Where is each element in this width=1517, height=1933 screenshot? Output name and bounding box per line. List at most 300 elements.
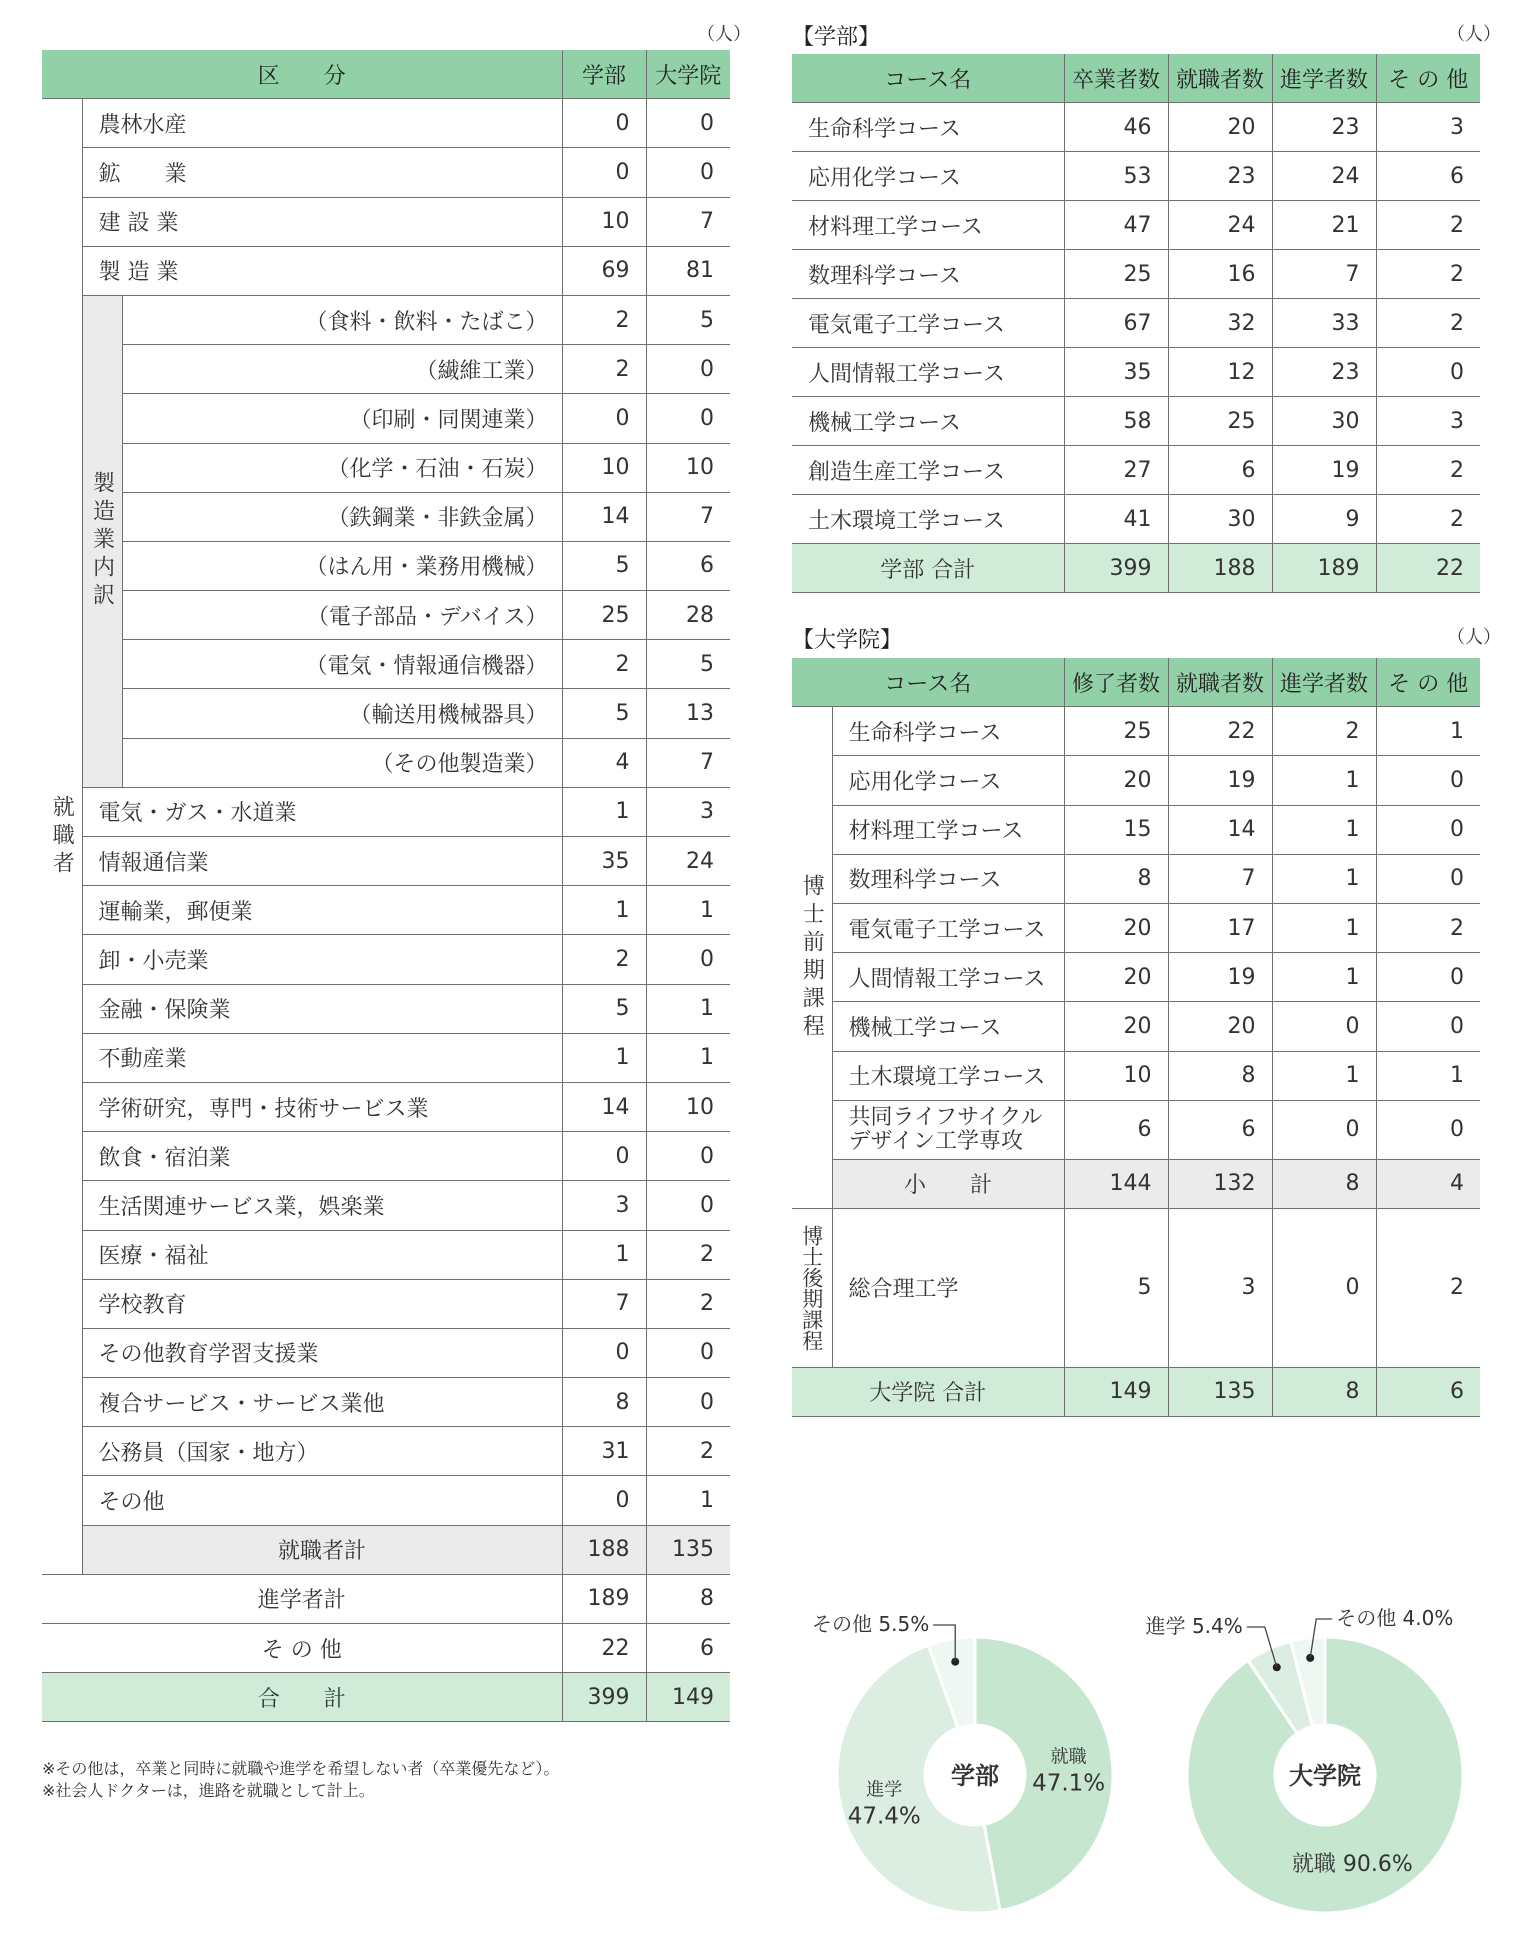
total-row [792, 1367, 1480, 1416]
value-cell: 20 [1064, 1002, 1168, 1051]
table-row [792, 756, 1480, 805]
master-course-label: 博士前期課程 [792, 707, 832, 1209]
gakubu-value: 1 [562, 787, 646, 836]
course-name: 人間情報工学コース [792, 348, 1064, 397]
daigakuin-value: 1 [646, 886, 730, 935]
value-cell: 1 [1272, 953, 1376, 1002]
table-row [42, 99, 730, 148]
value-cell: 132 [1168, 1159, 1272, 1208]
table-row [42, 197, 730, 246]
value-cell: 399 [1064, 544, 1168, 593]
table-row [792, 1208, 1480, 1367]
daigakuin-course-table [792, 658, 1480, 1417]
value-cell: 33 [1272, 299, 1376, 348]
value-cell: 10 [1064, 1051, 1168, 1100]
header-cell: そ の 他 [1376, 54, 1480, 103]
table-header-row [42, 50, 730, 99]
value-cell: 5 [1064, 1208, 1168, 1367]
value-cell: 22 [1376, 544, 1480, 593]
industry-label: （繊維工業） [122, 345, 562, 394]
gakubu-unit-label: （人） [1447, 24, 1501, 45]
table-row [42, 345, 730, 394]
daigakuin-value: 0 [646, 99, 730, 148]
table-row [42, 1427, 730, 1476]
daigakuin-value: 2 [646, 1230, 730, 1279]
value-cell: 53 [1064, 152, 1168, 201]
daigakuin-value: 3 [646, 787, 730, 836]
daigakuin-value: 0 [646, 1181, 730, 1230]
value-cell: 32 [1168, 299, 1272, 348]
value-cell: 30 [1168, 495, 1272, 544]
industry-label: 不動産業 [82, 1033, 562, 1082]
header-cell: 卒業者数 [1064, 54, 1168, 103]
value-cell: 16 [1168, 250, 1272, 299]
note-line: ※その他は，卒業と同時に就職や進学を希望しない者（卒業優先など）。 [42, 1759, 560, 1778]
daigakuin-value: 0 [646, 1328, 730, 1377]
total-label: 学部 合計 [792, 544, 1064, 593]
industry-label: 学術研究，専門・技術サービス業 [82, 1082, 562, 1131]
value-cell: 24 [1168, 201, 1272, 250]
industry-label: 卸・小売業 [82, 935, 562, 984]
header-cell: コース名 [792, 54, 1064, 103]
industry-label: 公務員（国家・地方） [82, 1427, 562, 1476]
industry-label: 情報通信業 [82, 837, 562, 886]
value-cell: 0 [1272, 1208, 1376, 1367]
value-cell: 2 [1376, 903, 1480, 952]
daigakuin-value: 5 [646, 295, 730, 344]
industry-label: 鉱 業 [82, 148, 562, 197]
table-row [42, 738, 730, 787]
value-cell: 2 [1376, 495, 1480, 544]
gakubu-value: 399 [562, 1673, 646, 1722]
value-cell: 0 [1376, 854, 1480, 903]
gakubu-value: 22 [562, 1624, 646, 1673]
industry-label: （はん用・業務用機械） [122, 541, 562, 590]
employed-total-row [42, 1525, 730, 1574]
daigakuin-value: 135 [646, 1525, 730, 1574]
value-cell: 0 [1376, 1002, 1480, 1051]
value-cell: 6 [1376, 152, 1480, 201]
slice-callout-label: その他 5.5% [812, 1612, 930, 1636]
employed-group-label: 就職者 [42, 99, 82, 1575]
gakubu-value: 2 [562, 345, 646, 394]
value-cell: 0 [1376, 805, 1480, 854]
value-cell: 1 [1272, 854, 1376, 903]
industry-label: 金融・保険業 [82, 984, 562, 1033]
daigakuin-value: 7 [646, 197, 730, 246]
industry-label: その他 [82, 1476, 562, 1525]
industry-label: 建 設 業 [82, 197, 562, 246]
gakubu-value: 31 [562, 1427, 646, 1476]
other-total-row [42, 1624, 730, 1673]
daigakuin-value: 7 [646, 492, 730, 541]
table-row [792, 201, 1480, 250]
course-name: 創造生産工学コース [792, 446, 1064, 495]
value-cell: 20 [1064, 903, 1168, 952]
gakubu-value: 7 [562, 1279, 646, 1328]
table-row [792, 348, 1480, 397]
value-cell: 0 [1376, 953, 1480, 1002]
value-cell: 1 [1376, 707, 1480, 756]
course-name [832, 1100, 1064, 1159]
gakubu-value: 5 [562, 689, 646, 738]
value-cell: 7 [1272, 250, 1376, 299]
table-row [792, 103, 1480, 152]
value-cell: 25 [1064, 250, 1168, 299]
subtotal-row [792, 1159, 1480, 1208]
table-row [792, 953, 1480, 1002]
value-cell: 6 [1064, 1100, 1168, 1159]
industry-label: （輸送用機械器具） [122, 689, 562, 738]
table-row [42, 148, 730, 197]
daigakuin-value: 8 [646, 1574, 730, 1623]
gakubu-value: 14 [562, 492, 646, 541]
daigakuin-value: 1 [646, 984, 730, 1033]
gakubu-value: 2 [562, 935, 646, 984]
daigakuin-value: 28 [646, 591, 730, 640]
gakubu-value: 5 [562, 984, 646, 1033]
gakubu-value: 1 [562, 1033, 646, 1082]
course-name: 数理科学コース [832, 854, 1064, 903]
value-cell: 2 [1376, 1208, 1480, 1367]
table-row [792, 1051, 1480, 1100]
course-name: 応用化学コース [832, 756, 1064, 805]
table-row [792, 1002, 1480, 1051]
table-row [42, 394, 730, 443]
value-cell: 0 [1376, 756, 1480, 805]
slice-label: 進学 [866, 1779, 903, 1801]
daigakuin-value: 0 [646, 148, 730, 197]
value-cell: 0 [1272, 1002, 1376, 1051]
header-cell: 就職者数 [1168, 658, 1272, 707]
table-row [792, 299, 1480, 348]
gakubu-value: 8 [562, 1378, 646, 1427]
left-notes [42, 1758, 559, 1802]
table-row [792, 250, 1480, 299]
daigakuin-value: 10 [646, 443, 730, 492]
table-row [42, 492, 730, 541]
value-cell: 58 [1064, 397, 1168, 446]
daigakuin-value: 0 [646, 345, 730, 394]
gakubu-value: 25 [562, 591, 646, 640]
table-row [792, 854, 1480, 903]
course-name: 機械工学コース [792, 397, 1064, 446]
value-cell: 20 [1168, 103, 1272, 152]
value-cell: 188 [1168, 544, 1272, 593]
table-row [42, 1279, 730, 1328]
value-cell: 1 [1272, 756, 1376, 805]
industry-label: （化学・石油・石炭） [122, 443, 562, 492]
value-cell: 0 [1376, 348, 1480, 397]
gakubu-title: 【学部】 [792, 25, 881, 50]
value-cell: 3 [1376, 397, 1480, 446]
table-row [792, 495, 1480, 544]
daigakuin-value: 1 [646, 1476, 730, 1525]
header-cell: 進学者数 [1272, 54, 1376, 103]
course-name-line: デザイン工学専攻 [848, 1128, 1023, 1154]
gakubu-value: 0 [562, 148, 646, 197]
table-header-row [792, 54, 1480, 103]
course-name: 電気電子工学コース [792, 299, 1064, 348]
slice-callout-label: その他 4.0% [1336, 1606, 1454, 1630]
slice-label: 就職 [1050, 1746, 1087, 1768]
header-daigakuin: 大学院 [646, 50, 730, 99]
industry-label: （電気・情報通信機器） [122, 640, 562, 689]
value-cell: 23 [1272, 348, 1376, 397]
daigakuin-value: 0 [646, 1132, 730, 1181]
table-row [42, 1033, 730, 1082]
daigakuin-value: 24 [646, 837, 730, 886]
industry-label: 生活関連サービス業，娯楽業 [82, 1181, 562, 1230]
value-cell: 25 [1064, 707, 1168, 756]
value-cell: 144 [1064, 1159, 1168, 1208]
gakubu-value: 0 [562, 1328, 646, 1377]
table-row [42, 1476, 730, 1525]
value-cell: 149 [1064, 1367, 1168, 1416]
course-name: 人間情報工学コース [832, 953, 1064, 1002]
value-cell: 0 [1272, 1100, 1376, 1159]
industry-label: 飲食・宿泊業 [82, 1132, 562, 1181]
industry-label: 医療・福祉 [82, 1230, 562, 1279]
table-row [792, 1100, 1480, 1159]
value-cell: 27 [1064, 446, 1168, 495]
course-name: 土木環境工学コース [832, 1051, 1064, 1100]
value-cell: 7 [1168, 854, 1272, 903]
industry-label: （その他製造業） [122, 738, 562, 787]
header-cell: そ の 他 [1376, 658, 1480, 707]
table-row [42, 1230, 730, 1279]
slice-percent: 47.1% [1032, 1770, 1106, 1797]
header-category: 区 分 [42, 50, 562, 99]
course-name: 機械工学コース [832, 1002, 1064, 1051]
pie-center-label: 大学院 [1289, 1762, 1361, 1790]
note-line: ※社会人ドクターは，進路を就職として計上。 [42, 1781, 375, 1800]
slice-callout-label: 就職 90.6% [1291, 1851, 1413, 1877]
daigakuin-value: 2 [646, 1427, 730, 1476]
daigakuin-value: 0 [646, 935, 730, 984]
value-cell: 46 [1064, 103, 1168, 152]
value-cell: 189 [1272, 544, 1376, 593]
value-cell: 14 [1168, 805, 1272, 854]
value-cell: 23 [1168, 152, 1272, 201]
gakubu-value: 4 [562, 738, 646, 787]
table-row [42, 1378, 730, 1427]
daigakuin-value: 6 [646, 1624, 730, 1673]
value-cell: 1 [1272, 903, 1376, 952]
value-cell: 47 [1064, 201, 1168, 250]
value-cell: 2 [1376, 250, 1480, 299]
industry-label: 農林水産 [82, 99, 562, 148]
daigakuin-unit-label: （人） [1447, 627, 1501, 648]
value-cell: 19 [1272, 446, 1376, 495]
gakubu-value: 3 [562, 1181, 646, 1230]
table-row [42, 1181, 730, 1230]
header-cell: 進学者数 [1272, 658, 1376, 707]
table-row [792, 805, 1480, 854]
daigakuin-value: 5 [646, 640, 730, 689]
gakubu-value: 69 [562, 246, 646, 295]
industry-label: （食料・飲料・たばこ） [122, 295, 562, 344]
value-cell: 15 [1064, 805, 1168, 854]
industry-label: 電気・ガス・水道業 [82, 787, 562, 836]
daigakuin-value: 7 [646, 738, 730, 787]
course-name: 数理科学コース [792, 250, 1064, 299]
value-cell: 20 [1168, 1002, 1272, 1051]
value-cell: 1 [1272, 1051, 1376, 1100]
value-cell: 9 [1272, 495, 1376, 544]
value-cell: 2 [1272, 707, 1376, 756]
total-label: 大学院 合計 [792, 1367, 1064, 1416]
table-row [792, 707, 1480, 756]
gakubu-value: 0 [562, 394, 646, 443]
gakubu-value: 10 [562, 443, 646, 492]
gakubu-value: 0 [562, 99, 646, 148]
value-cell: 8 [1272, 1159, 1376, 1208]
course-name-line: 共同ライフサイクル [848, 1104, 1043, 1130]
industry-label: 複合サービス・サービス業他 [82, 1378, 562, 1427]
table-row [792, 397, 1480, 446]
course-name: 応用化学コース [792, 152, 1064, 201]
table-row [42, 1132, 730, 1181]
value-cell: 17 [1168, 903, 1272, 952]
industry-label: その他教育学習支援業 [82, 1328, 562, 1377]
value-cell: 20 [1064, 953, 1168, 1002]
daigakuin-value: 0 [646, 1378, 730, 1427]
daigakuin-value: 10 [646, 1082, 730, 1131]
industry-label: 学校教育 [82, 1279, 562, 1328]
table-row [42, 541, 730, 590]
gakubu-value: 2 [562, 640, 646, 689]
value-cell: 24 [1272, 152, 1376, 201]
value-cell: 12 [1168, 348, 1272, 397]
other-total-row-label: そ の 他 [42, 1624, 562, 1673]
table-row [792, 446, 1480, 495]
value-cell: 2 [1376, 299, 1480, 348]
course-name: 総合理工学 [832, 1208, 1064, 1367]
pie-center-label: 学部 [951, 1762, 999, 1790]
gakubu-value: 35 [562, 837, 646, 886]
value-cell: 3 [1168, 1208, 1272, 1367]
industry-label: （電子部品・デバイス） [122, 591, 562, 640]
value-cell: 6 [1376, 1367, 1480, 1416]
gakubu-value: 1 [562, 886, 646, 935]
advance-total-row-label: 進学者計 [42, 1574, 562, 1623]
daigakuin-value: 2 [646, 1279, 730, 1328]
value-cell: 41 [1064, 495, 1168, 544]
table-row [42, 935, 730, 984]
value-cell: 2 [1376, 201, 1480, 250]
advance-total-row [42, 1574, 730, 1623]
value-cell: 22 [1168, 707, 1272, 756]
daigakuin-value: 6 [646, 541, 730, 590]
value-cell: 25 [1168, 397, 1272, 446]
table-header-row [792, 658, 1480, 707]
value-cell: 0 [1376, 1100, 1480, 1159]
table-row [792, 903, 1480, 952]
grand-total-row [42, 1673, 730, 1722]
gakubu-course-table [792, 54, 1480, 593]
subtotal-label: 小 計 [832, 1159, 1064, 1208]
value-cell: 3 [1376, 103, 1480, 152]
value-cell: 2 [1376, 446, 1480, 495]
value-cell: 30 [1272, 397, 1376, 446]
value-cell: 4 [1376, 1159, 1480, 1208]
industry-label: 運輸業，郵便業 [82, 886, 562, 935]
gakubu-value: 189 [562, 1574, 646, 1623]
value-cell: 8 [1168, 1051, 1272, 1100]
grand-total-row-label: 合 計 [42, 1673, 562, 1722]
doctor-course-label: 博士後期課程 [792, 1208, 832, 1367]
value-cell: 35 [1064, 348, 1168, 397]
header-gakubu: 学部 [562, 50, 646, 99]
slice-callout-label: 進学 5.4% [1145, 1614, 1243, 1638]
value-cell: 21 [1272, 201, 1376, 250]
table-row [42, 443, 730, 492]
slice-percent: 47.4% [847, 1803, 921, 1830]
course-name: 材料理工学コース [792, 201, 1064, 250]
daigakuin-value: 13 [646, 689, 730, 738]
course-name: 電気電子工学コース [832, 903, 1064, 952]
table-row [42, 1082, 730, 1131]
value-cell: 8 [1272, 1367, 1376, 1416]
value-cell: 19 [1168, 953, 1272, 1002]
table-row [42, 295, 730, 344]
table-row [792, 152, 1480, 201]
gakubu-value: 5 [562, 541, 646, 590]
table-row [42, 886, 730, 935]
employed-total-label: 就職者計 [82, 1525, 562, 1574]
value-cell: 19 [1168, 756, 1272, 805]
table-row [42, 1328, 730, 1377]
industry-label: 製 造 業 [82, 246, 562, 295]
daigakuin-title: 【大学院】 [792, 628, 903, 653]
value-cell: 1 [1376, 1051, 1480, 1100]
daigakuin-value: 0 [646, 394, 730, 443]
gakubu-value: 10 [562, 197, 646, 246]
value-cell: 1 [1272, 805, 1376, 854]
value-cell: 6 [1168, 1100, 1272, 1159]
gakubu-value: 0 [562, 1132, 646, 1181]
table-row [42, 787, 730, 836]
industry-label: （鉄鋼業・非鉄金属） [122, 492, 562, 541]
value-cell: 67 [1064, 299, 1168, 348]
table-row [42, 591, 730, 640]
value-cell: 8 [1064, 854, 1168, 903]
gakubu-value: 0 [562, 1476, 646, 1525]
industry-label: （印刷・同関連業） [122, 394, 562, 443]
table-row [42, 689, 730, 738]
gakubu-value: 188 [562, 1525, 646, 1574]
course-name: 生命科学コース [832, 707, 1064, 756]
employment-industry-table [42, 50, 730, 1722]
left-unit-label: （人） [697, 24, 751, 45]
gakubu-value: 14 [562, 1082, 646, 1131]
value-cell: 23 [1272, 103, 1376, 152]
course-name: 土木環境工学コース [792, 495, 1064, 544]
table-row [42, 246, 730, 295]
table-row [42, 837, 730, 886]
daigakuin-value: 1 [646, 1033, 730, 1082]
total-row [792, 544, 1480, 593]
course-name: 生命科学コース [792, 103, 1064, 152]
career-pie-charts [780, 1600, 1500, 1930]
daigakuin-value: 149 [646, 1673, 730, 1722]
gakubu-value: 1 [562, 1230, 646, 1279]
daigakuin-value: 81 [646, 246, 730, 295]
value-cell: 20 [1064, 756, 1168, 805]
header-cell: 修了者数 [1064, 658, 1168, 707]
table-row [42, 640, 730, 689]
